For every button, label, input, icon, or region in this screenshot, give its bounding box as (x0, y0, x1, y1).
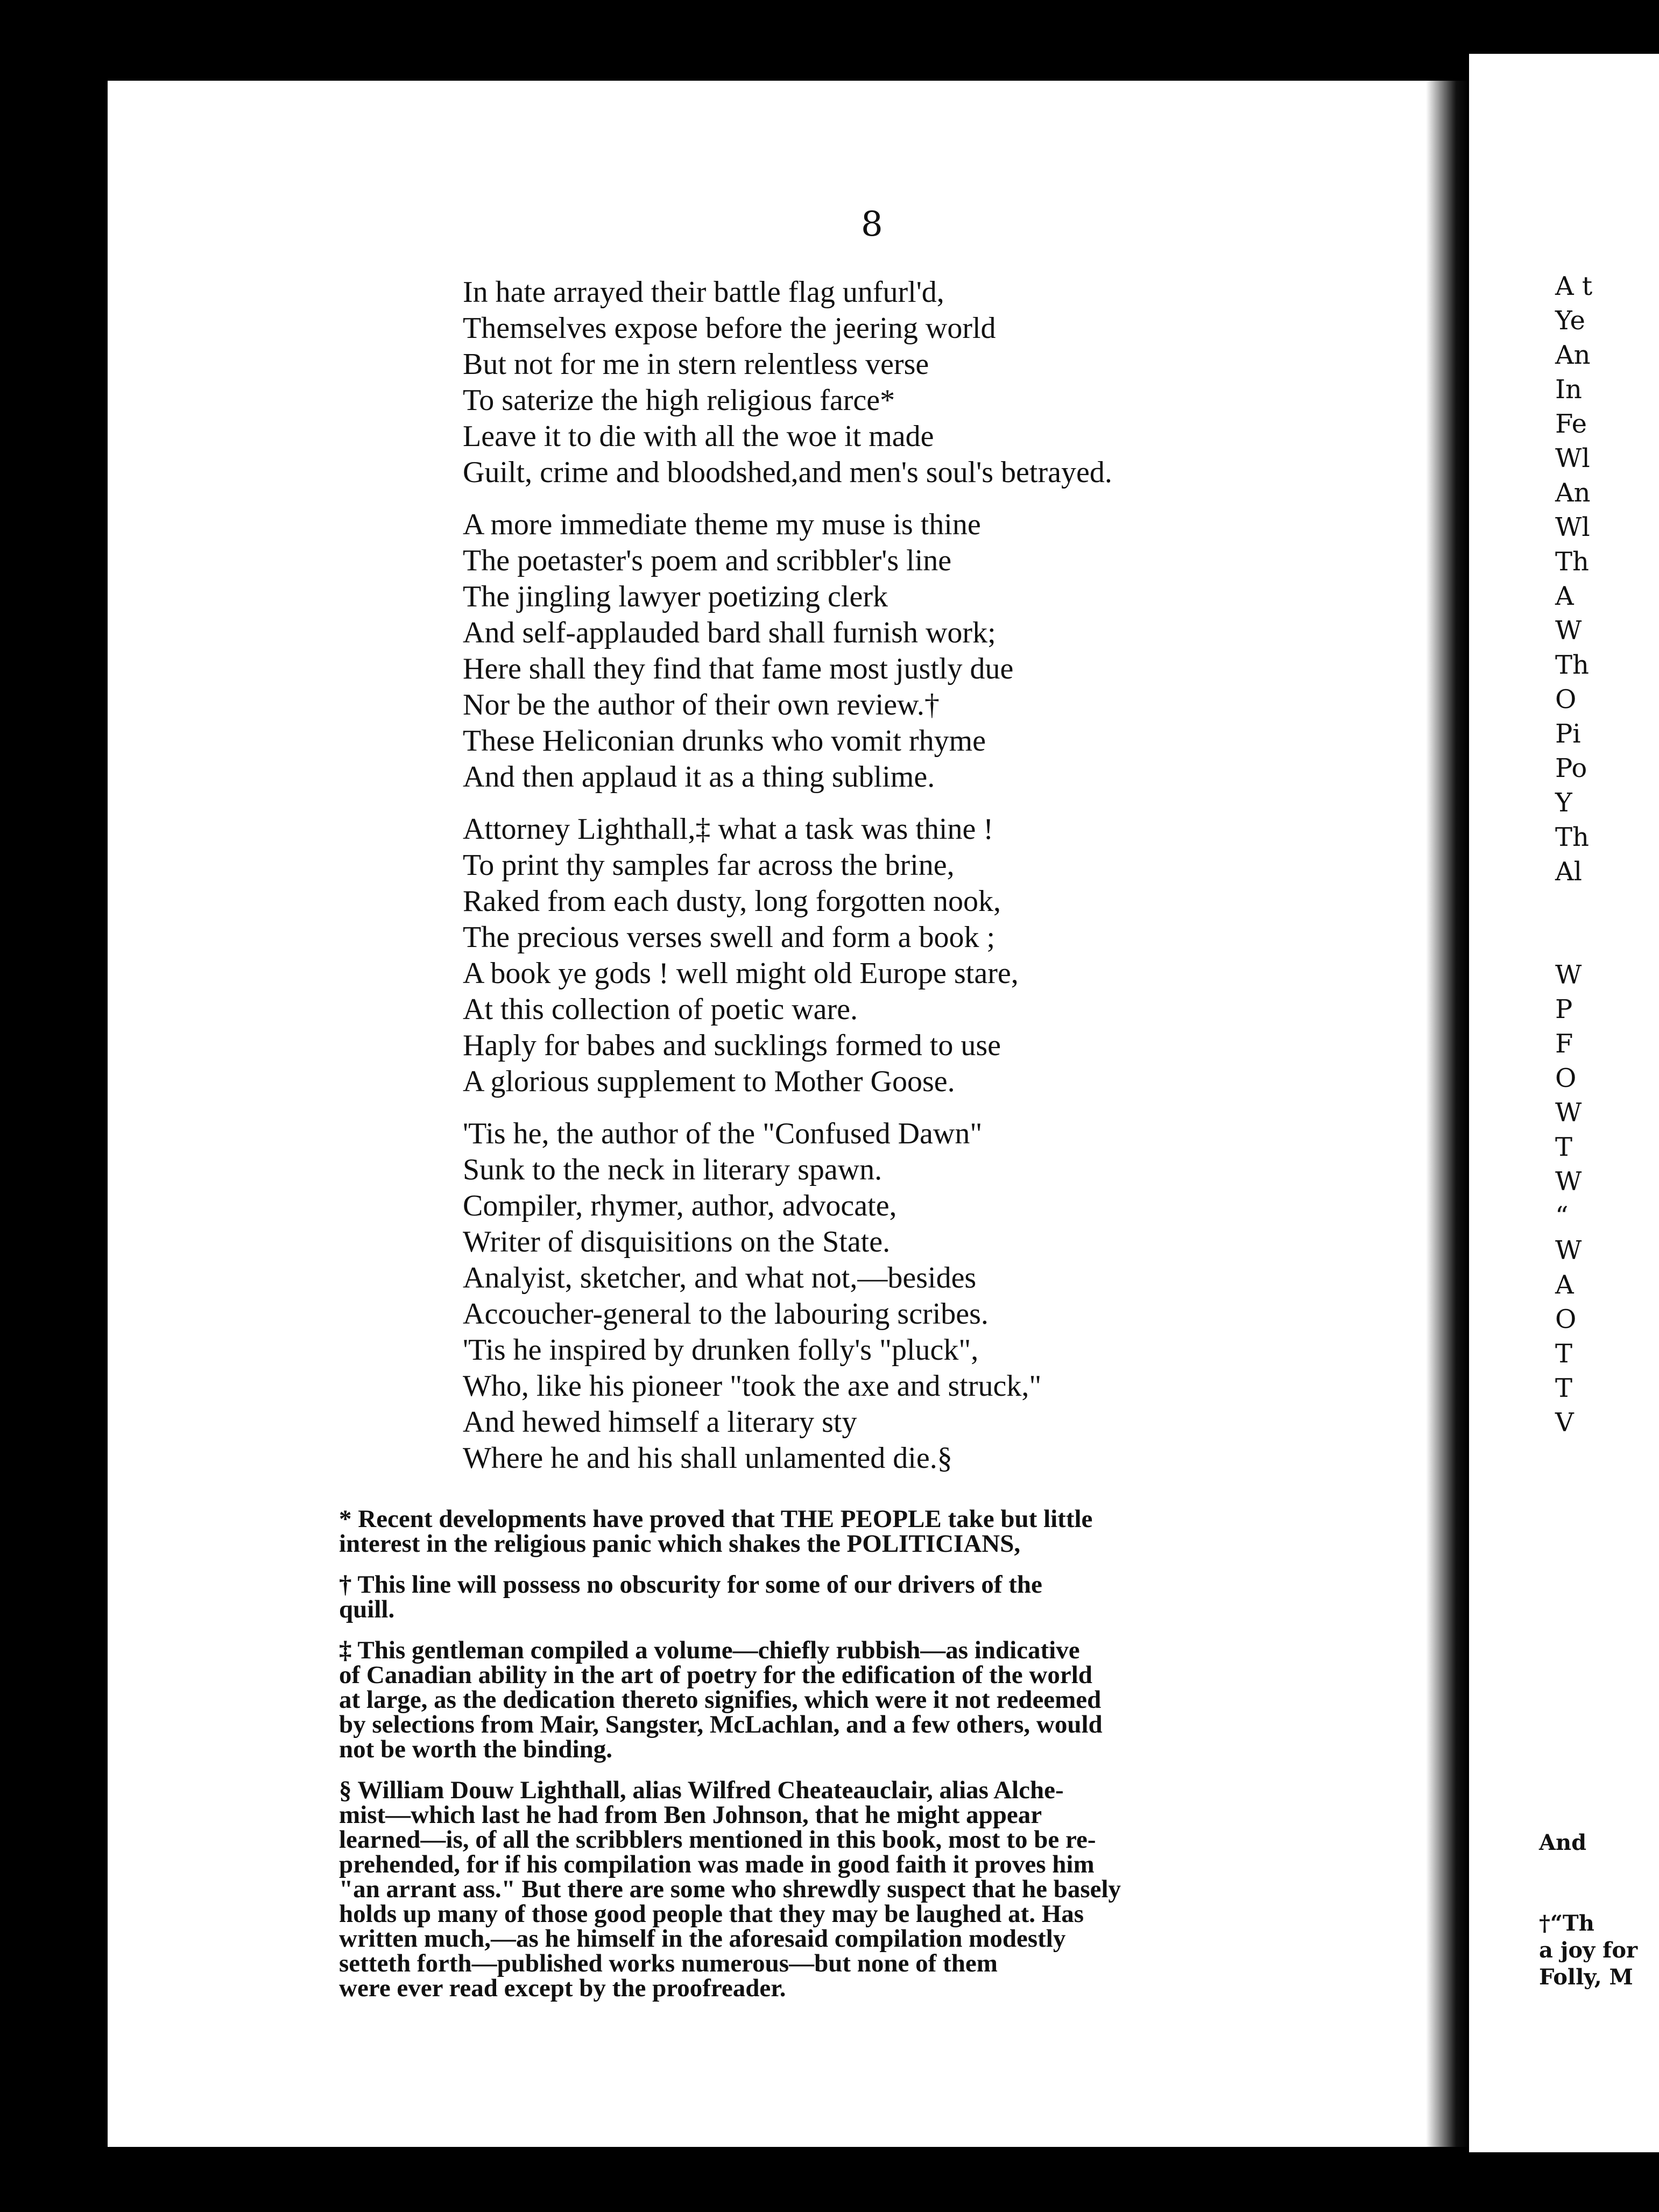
poem-line: The poetaster's poem and scribbler's line (463, 544, 952, 577)
right-page-line: An (1555, 340, 1591, 370)
poem-line: At this collection of poetic ware. (463, 993, 858, 1026)
footnote-line: not be worth the binding. (339, 1735, 612, 1763)
footnote-line: mist—which last he had from Ben Johnson, that he might appear (339, 1801, 1042, 1829)
poem-line: To print thy samples far across the brine, (463, 849, 955, 882)
poem-line: And then applaud it as a thing sublime. (463, 760, 935, 794)
footnote-line: quill. (339, 1595, 395, 1623)
right-page-line: W (1555, 616, 1582, 646)
poem-line: A glorious supplement to Mother Goose. (463, 1065, 955, 1098)
footnote (339, 1778, 1448, 2001)
right-page-line: A (1555, 581, 1574, 611)
footnote-line: setteth forth—published works numerous—but none of them (339, 1949, 998, 1977)
poem-line: In hate arrayed their battle flag unfurl'd, (463, 275, 944, 309)
poem-line: Haply for babes and sucklings formed to use (463, 1029, 1001, 1062)
right-page-footnote-line: Folly, M (1539, 1964, 1633, 1990)
footnote-line: prehended, for if his compilation was made in good faith it proves him (339, 1850, 1095, 1878)
poem-line: These Heliconian drunks who vomit rhyme (463, 724, 986, 758)
right-page-line: T (1555, 1132, 1573, 1162)
footnotes (339, 1507, 1448, 2017)
right-page-line: An (1555, 478, 1591, 508)
poem-line: Analyist, sketcher, and what not,—besides (463, 1261, 977, 1295)
right-page-line: A t (1555, 271, 1593, 301)
footnote-line: holds up many of those good people that they may be laughed at. Has (339, 1900, 1084, 1928)
poem-line: And self-applauded bard shall furnish work; (463, 616, 996, 649)
right-page-line: In (1555, 374, 1582, 405)
footnote-line: at large, as the dedication thereto signifies, which were it not redeemed (339, 1686, 1102, 1714)
right-page-line: O (1555, 1063, 1577, 1093)
footnote-line: § William Douw Lighthall, alias Wilfred Cheateauclair, alias Alche- (339, 1776, 1064, 1804)
poem-line: Who, like his pioneer "took the axe and struck," (463, 1369, 1042, 1403)
right-page-line: W (1555, 960, 1582, 990)
right-page-line: W (1555, 1098, 1582, 1128)
right-page-line: Pi (1555, 719, 1581, 749)
poem-line: But not for me in stern relentless verse (463, 348, 929, 381)
poem-line: A book ye gods ! well might old Europe stare, (463, 957, 1019, 990)
right-page-line: T (1555, 1339, 1573, 1369)
right-page-line: Wl (1555, 512, 1590, 542)
poem-line: Compiler, rhymer, author, advocate, (463, 1189, 897, 1222)
poem-line: 'Tis he inspired by drunken folly's "pluck", (463, 1333, 979, 1367)
poem-line: Leave it to die with all the woe it made (463, 420, 934, 453)
poem-line: To saterize the high religious farce* (463, 384, 895, 417)
footnote (339, 1507, 1448, 1556)
poem-line: Nor be the author of their own review.† (463, 688, 940, 722)
right-page-line: V (1555, 1408, 1574, 1438)
footnote-line: written much,—as he himself in the aforesaid compilation modestly (339, 1925, 1066, 1953)
right-page-line: Ye (1555, 306, 1585, 336)
footnote-line: ‡ This gentleman compiled a volume—chiefly rubbish—as indicative (339, 1636, 1080, 1664)
right-page-line: Wl (1555, 443, 1590, 474)
right-page-footnote-line: And (1539, 1830, 1587, 1855)
right-page-line: Al (1555, 857, 1583, 887)
right-page-line: Y (1555, 788, 1572, 818)
poem-line: Raked from each dusty, long forgotten nook, (463, 885, 1001, 918)
right-page-line: P (1555, 994, 1573, 1024)
page-number: 8 (861, 204, 883, 244)
footnote-line: * Recent developments have proved that THE PEOPLE take but little (339, 1505, 1093, 1533)
poem-line: Where he and his shall unlamented die.§ (463, 1441, 952, 1475)
poem-line: 'Tis he, the author of the "Confused Dawn" (463, 1117, 983, 1150)
footnote-line: by selections from Mair, Sangster, McLachlan, and a few others, would (339, 1711, 1103, 1738)
right-page-line: Th (1555, 822, 1589, 852)
right-page-footnote-line: a joy for (1539, 1938, 1638, 1963)
poem-line: Here shall they find that fame most justly due (463, 652, 1014, 685)
footnote-line: were ever read except by the proofreader. (339, 1974, 786, 2002)
footnote-line: "an arrant ass." But there are some who shrewdly suspect that he basely (339, 1875, 1121, 1903)
right-page-line: Fe (1555, 409, 1587, 439)
right-page-line: F (1555, 1029, 1573, 1059)
footnote-line: of Canadian ability in the art of poetry for the edification of the world (339, 1661, 1092, 1689)
footnote-line: † This line will possess no obscurity for some of our drivers of the (339, 1571, 1042, 1599)
footnote (339, 1572, 1448, 1622)
stanza (463, 274, 1112, 491)
poem-line: Sunk to the neck in literary spawn. (463, 1153, 883, 1186)
right-page-line: O (1555, 1304, 1577, 1334)
poem-line: Guilt, crime and bloodshed,and men's soul's betrayed. (463, 456, 1112, 489)
stanza (463, 1116, 1112, 1476)
right-page-line: T (1555, 1373, 1573, 1403)
poem-line: Themselves expose before the jeering world (463, 312, 996, 345)
poem-line: And hewed himself a literary sty (463, 1405, 857, 1439)
right-page-line: Po (1555, 753, 1587, 783)
poem-line: A more immediate theme my muse is thine (463, 508, 981, 541)
poem-line: The jingling lawyer poetizing clerk (463, 580, 888, 613)
stanza (463, 811, 1112, 1100)
right-page-line: A (1555, 1270, 1574, 1300)
right-page-line: Th (1555, 650, 1589, 680)
poem-line: Writer of disquisitions on the State. (463, 1225, 891, 1259)
right-page-line: Th (1555, 547, 1589, 577)
footnote-line: learned—is, of all the scribblers mentioned in this book, most to be re- (339, 1826, 1096, 1854)
stanza (463, 507, 1112, 795)
poem-line: The precious verses swell and form a book ; (463, 921, 996, 954)
right-page-footnote-line: †“Th (1539, 1911, 1594, 1936)
poem-line: Attorney Lighthall,‡ what a task was thine ! (463, 812, 993, 846)
footnote-line: interest in the religious panic which shakes the POLITICIANS, (339, 1530, 1021, 1558)
right-page-line: W (1555, 1235, 1582, 1266)
footnote (339, 1638, 1448, 1762)
poem (463, 274, 1112, 1493)
right-page-line: W (1555, 1167, 1582, 1197)
poem-line: Accoucher-general to the labouring scribes. (463, 1297, 989, 1331)
right-page-line: “ (1555, 1201, 1569, 1231)
right-page-line: O (1555, 684, 1577, 715)
right-page-fragment (1469, 54, 1659, 2152)
